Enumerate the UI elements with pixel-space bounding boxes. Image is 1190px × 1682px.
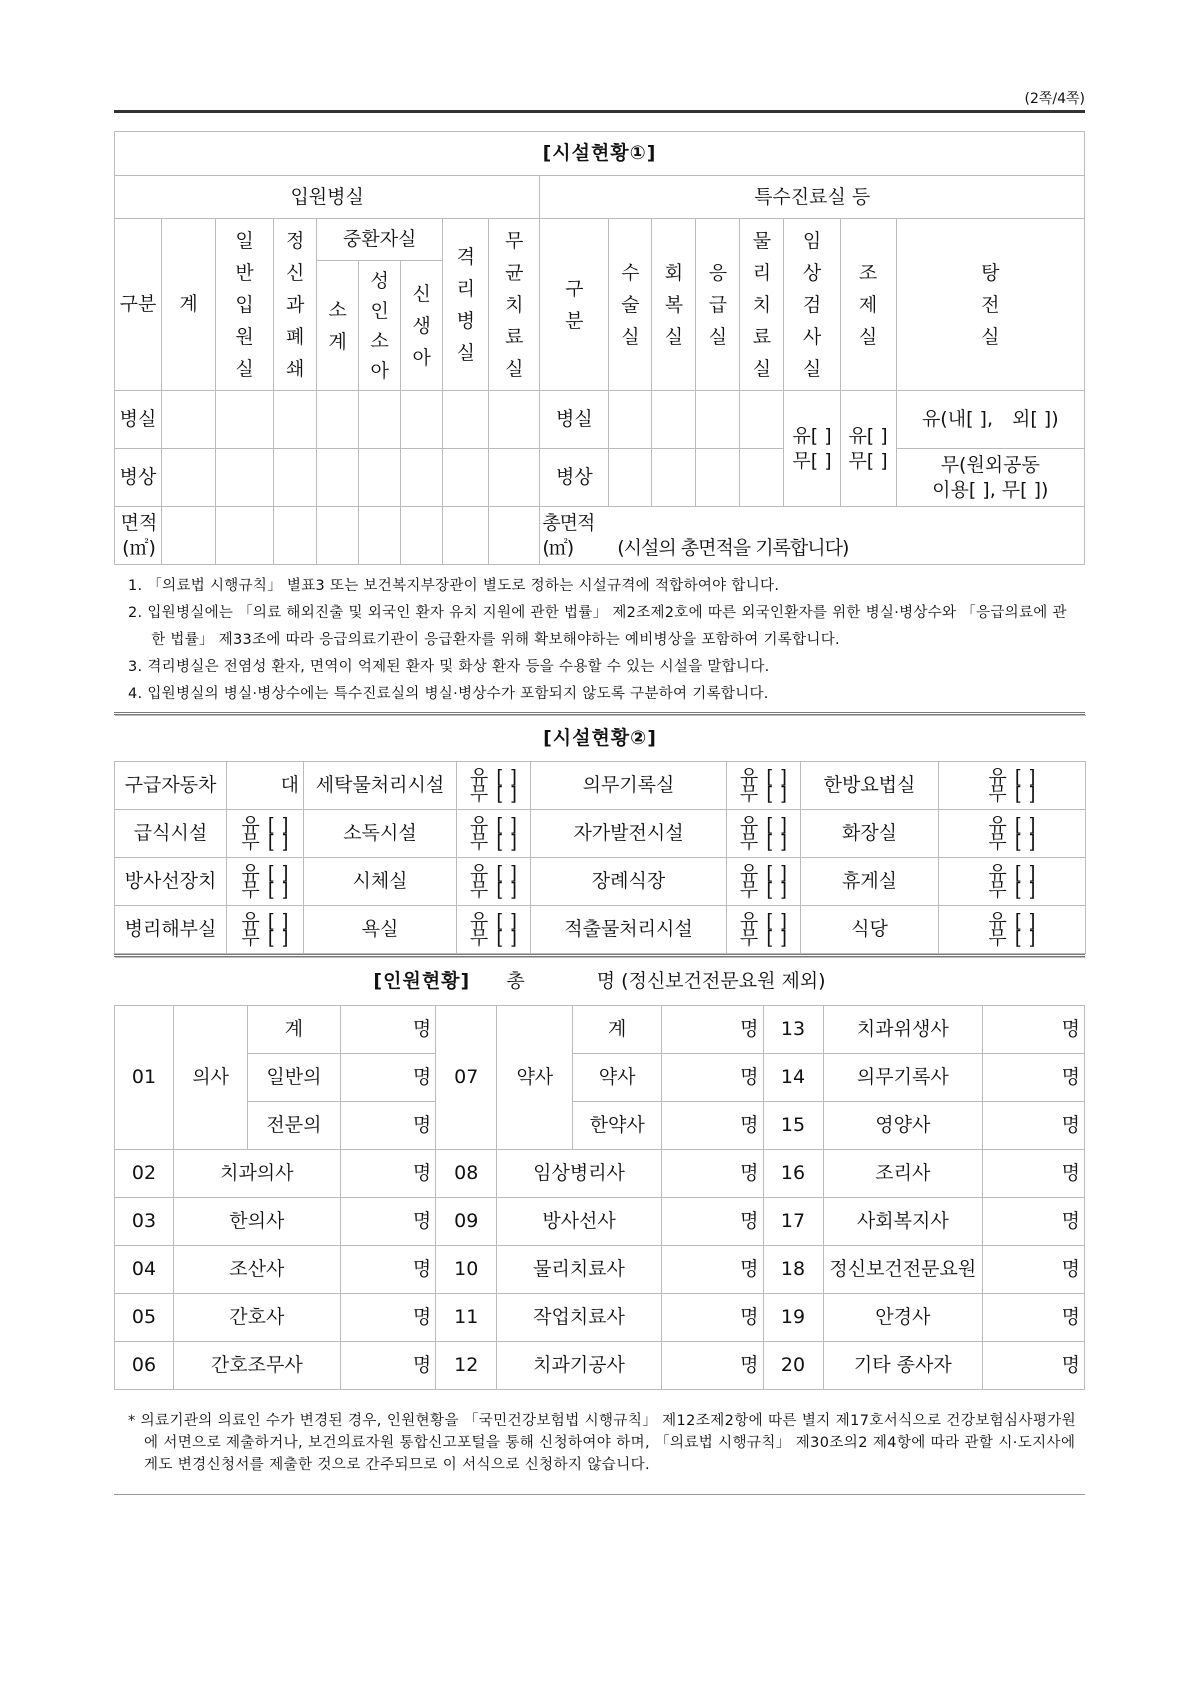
header-isolation: 격리병실 bbox=[456, 245, 475, 364]
note-4: 4. 입원병실의 병실·병상수에는 특수진료실의 병실·병상수가 포함되지 않도록 구분하여 기록합니다. bbox=[128, 686, 769, 702]
header-psych-closed: 정신과폐쇄 bbox=[285, 229, 305, 380]
staff-label: 기타 종사자 bbox=[823, 1342, 983, 1390]
pharmacist-label: 약사 bbox=[497, 1006, 573, 1150]
footnote-text: * 의료기관의 의료인 수가 변경된 경우, 인원현황을 「국민건강보험법 시행규칙」 제12조제2항에 따른 별지 제17호서식으로 건강보험심사평가원에 서면으로 제출하거나, 보건의료자원 통합신고포털을 통해 신청하여야 하며, 「의료법 시행규칙」 제30조의2 제4항에 따라 관할 시·도지사에게도 변경신청서를 제출한 것으로 간주되므로 이 서식으로 신청하지 않습니다. bbox=[128, 1413, 1077, 1473]
pharm-total-label: 계 bbox=[573, 1006, 661, 1054]
laundry-yn[interactable]: 유 무 [ ] [ ] bbox=[457, 762, 531, 810]
beds-icu-newborn[interactable] bbox=[401, 449, 443, 507]
records-officer-count[interactable]: 명 bbox=[983, 1054, 1085, 1102]
staff-count[interactable]: 명 bbox=[983, 1294, 1085, 1342]
header-icu-subtotal: 소계 bbox=[328, 298, 347, 353]
staff-label: 치과기공사 bbox=[497, 1342, 662, 1390]
staff-no: 10 bbox=[436, 1246, 497, 1294]
general-doctor-label: 일반의 bbox=[248, 1054, 341, 1102]
funeral-hall-label: 장례식장 bbox=[531, 858, 727, 906]
special-rooms-label: 특수진료실 등 bbox=[540, 176, 1085, 219]
staff-no: 03 bbox=[115, 1198, 174, 1246]
inpatient-label: 입원병실 bbox=[115, 176, 540, 219]
bottom-rule bbox=[114, 1494, 1085, 1495]
header-total: 계 bbox=[162, 219, 216, 391]
herbal-pharmacist-label: 한약사 bbox=[573, 1102, 661, 1150]
area-general[interactable] bbox=[216, 507, 274, 565]
staff-count[interactable]: 명 bbox=[661, 1342, 763, 1390]
ambulance-count[interactable] bbox=[227, 762, 304, 810]
specialist-count[interactable]: 명 bbox=[340, 1102, 436, 1150]
area-isolation[interactable] bbox=[443, 507, 489, 565]
staff-label: 치과의사 bbox=[173, 1150, 340, 1198]
ambulance-unit: 대 bbox=[280, 774, 299, 796]
row-rooms2-label: 병실 bbox=[540, 391, 609, 449]
rooms-isolation[interactable] bbox=[443, 391, 489, 449]
note-3: 3. 격리병실은 전염성 환자, 면역이 억제된 환자 및 화상 환자 등을 수용할 수 있는 시설을 말합니다. bbox=[128, 659, 770, 675]
disinfection-label: 소독시설 bbox=[304, 810, 457, 858]
area-icu-newborn[interactable] bbox=[401, 507, 443, 565]
staff-count[interactable]: 명 bbox=[983, 1246, 1085, 1294]
total-area-label: 총면적 bbox=[542, 511, 595, 534]
staff-no: 17 bbox=[763, 1198, 823, 1246]
header-surgery: 수술실 bbox=[621, 261, 640, 348]
lounge-yn[interactable]: 유 무 [ ] [ ] bbox=[939, 858, 1086, 906]
pharmacy-yes: 유[ ] bbox=[848, 424, 888, 447]
rooms-recovery[interactable] bbox=[652, 391, 696, 449]
rooms-psych[interactable] bbox=[274, 391, 317, 449]
header-icu-adult-child: 성인소아 bbox=[370, 269, 389, 382]
decoction-no-line1: 무(원외공동 bbox=[940, 453, 1040, 476]
ambulance-label: 구급자동차 bbox=[115, 762, 227, 810]
staff-label: 조산사 bbox=[173, 1246, 340, 1294]
header-general-room: 일반입원실 bbox=[235, 229, 254, 380]
pharmacy-no: 무[ ] bbox=[848, 449, 888, 472]
beds-isolation[interactable] bbox=[443, 449, 489, 507]
pharmacy-yes-no[interactable] bbox=[840, 391, 896, 507]
staff-title: [인원현황] bbox=[373, 970, 471, 992]
beds-icu-adult[interactable] bbox=[359, 449, 401, 507]
area-icu-sub[interactable] bbox=[317, 507, 359, 565]
staff-no: 18 bbox=[763, 1246, 823, 1294]
header-gubun2: 구분 bbox=[565, 277, 584, 332]
decoction-no-line2: 이용[ ], 무[ ]) bbox=[932, 478, 1049, 501]
staff-no-13: 13 bbox=[763, 1006, 823, 1054]
beds-physio[interactable] bbox=[740, 449, 784, 507]
generator-yn[interactable]: 유 무 [ ] [ ] bbox=[727, 810, 801, 858]
row-beds2-label: 병상 bbox=[540, 449, 609, 507]
records-room-yn[interactable]: 유 무 [ ] [ ] bbox=[727, 762, 801, 810]
staff-label: 방사선사 bbox=[497, 1198, 662, 1246]
staff-no: 20 bbox=[763, 1342, 823, 1390]
staff-title-row bbox=[115, 958, 1085, 1006]
staff-count[interactable]: 명 bbox=[340, 1294, 436, 1342]
pathology-yn[interactable]: 유 무 [ ] [ ] bbox=[227, 906, 304, 954]
beds-emergency[interactable] bbox=[696, 449, 740, 507]
staff-label: 정신보건전문요원 bbox=[823, 1246, 983, 1294]
lab-yes-no[interactable] bbox=[784, 391, 840, 507]
form-page bbox=[114, 88, 1085, 1495]
cafeteria-label: 식당 bbox=[801, 906, 939, 954]
rooms-sterile[interactable] bbox=[489, 391, 540, 449]
header-icu: 중환자실 bbox=[317, 219, 443, 261]
staff-count[interactable]: 명 bbox=[661, 1198, 763, 1246]
lab-no: 무[ ] bbox=[792, 449, 832, 472]
header-recovery: 회복실 bbox=[664, 261, 684, 348]
beds-recovery[interactable] bbox=[652, 449, 696, 507]
staff-no: 09 bbox=[436, 1198, 497, 1246]
lounge-label: 휴게실 bbox=[801, 858, 939, 906]
doctor-total-count[interactable]: 명 bbox=[340, 1006, 436, 1054]
waste-yn[interactable]: 유 무 [ ] [ ] bbox=[727, 906, 801, 954]
staff-no: 11 bbox=[436, 1294, 497, 1342]
total-area-unit: (㎡) bbox=[542, 536, 574, 559]
cafeteria-yn[interactable]: 유 무 [ ] [ ] bbox=[939, 906, 1086, 954]
header-lab: 임상검사실 bbox=[802, 229, 822, 380]
staff-count[interactable]: 명 bbox=[661, 1150, 763, 1198]
beds-sterile[interactable] bbox=[489, 449, 540, 507]
bathroom-yn[interactable]: 유 무 [ ] [ ] bbox=[457, 906, 531, 954]
facility2-table bbox=[114, 715, 1086, 954]
beds-surgery[interactable] bbox=[609, 449, 652, 507]
doctor-total-label: 계 bbox=[248, 1006, 341, 1054]
dental-hygienist-count[interactable]: 명 bbox=[983, 1006, 1085, 1054]
staff-no-14: 14 bbox=[763, 1054, 823, 1102]
staff-no: 08 bbox=[436, 1150, 497, 1198]
general-doctor-count[interactable]: 명 bbox=[340, 1054, 436, 1102]
morgue-yn[interactable]: 유 무 [ ] [ ] bbox=[457, 858, 531, 906]
pathology-label: 병리해부실 bbox=[115, 906, 227, 954]
radiation-label: 방사선장치 bbox=[115, 858, 227, 906]
doctor-label: 의사 bbox=[173, 1006, 247, 1150]
header-decoction: 탕전실 bbox=[981, 261, 1000, 348]
staff-count[interactable]: 명 bbox=[340, 1246, 436, 1294]
note-2: 2. 입원병실에는 「의료 해외진출 및 외국인 환자 유치 지원에 관한 법률」 제2조제2호에 따른 외국인환자를 위한 병실·병상수와 「응급의료에 관한 법률」 제33조에 따라 응급의료기관이 응급환자를 위해 확보해야하는 예비병상을 포함하여 기록합니다. bbox=[128, 605, 1067, 648]
header-sterile: 무균치료실 bbox=[505, 229, 524, 380]
staff-table bbox=[114, 957, 1085, 1390]
notes bbox=[128, 573, 1079, 708]
staff-label: 조리사 bbox=[823, 1150, 983, 1198]
specialist-label: 전문의 bbox=[248, 1102, 341, 1150]
pharmacist-sub-count[interactable]: 명 bbox=[661, 1054, 763, 1102]
records-room-label: 의무기록실 bbox=[531, 762, 727, 810]
staff-no: 19 bbox=[763, 1294, 823, 1342]
row-area-unit: (㎡) bbox=[122, 536, 156, 559]
beds-total[interactable] bbox=[162, 449, 216, 507]
staff-exclusion: (정신보건전문요원 제외) bbox=[621, 970, 826, 992]
pharmacist-sub-label: 약사 bbox=[573, 1054, 661, 1102]
rooms-icu-sub[interactable] bbox=[317, 391, 359, 449]
doctor-no: 01 bbox=[115, 1006, 174, 1150]
beds-general[interactable] bbox=[216, 449, 274, 507]
bathroom-label: 욕실 bbox=[304, 906, 457, 954]
top-rule bbox=[114, 110, 1085, 113]
decoction-yes[interactable]: 유(내[ ], 외[ ]) bbox=[896, 391, 1084, 449]
staff-no: 02 bbox=[115, 1150, 174, 1198]
radiation-yn[interactable]: 유 무 [ ] [ ] bbox=[227, 858, 304, 906]
facility1-title: [시설현황①] bbox=[115, 132, 1085, 176]
total-area-note: (시설의 총면적을 기록합니다) bbox=[617, 536, 849, 559]
dental-hygienist-label: 치과위생사 bbox=[823, 1006, 983, 1054]
staff-count[interactable]: 명 bbox=[661, 1246, 763, 1294]
header-physio: 물리치료실 bbox=[752, 229, 772, 380]
staff-no: 04 bbox=[115, 1246, 174, 1294]
morgue-label: 시체실 bbox=[304, 858, 457, 906]
staff-total-label: 총 bbox=[506, 970, 525, 992]
rooms-icu-newborn[interactable] bbox=[401, 391, 443, 449]
staff-no-15: 15 bbox=[763, 1102, 823, 1150]
staff-label: 사회복지사 bbox=[823, 1198, 983, 1246]
rooms-total[interactable] bbox=[162, 391, 216, 449]
staff-label: 작업치료사 bbox=[497, 1294, 662, 1342]
row-area-label: 면적 bbox=[120, 511, 158, 534]
beds-icu-sub[interactable] bbox=[317, 449, 359, 507]
staff-no: 06 bbox=[115, 1342, 174, 1390]
catering-label: 급식시설 bbox=[115, 810, 227, 858]
staff-label: 간호사 bbox=[173, 1294, 340, 1342]
staff-label: 물리치료사 bbox=[497, 1246, 662, 1294]
dietitian-count[interactable]: 명 bbox=[983, 1102, 1085, 1150]
oriental-therapy-yn[interactable]: 유 무 [ ] [ ] bbox=[939, 762, 1086, 810]
rooms-physio[interactable] bbox=[740, 391, 784, 449]
staff-no: 05 bbox=[115, 1294, 174, 1342]
area-sterile[interactable] bbox=[489, 507, 540, 565]
waste-label: 적출물처리시설 bbox=[531, 906, 727, 954]
staff-no: 12 bbox=[436, 1342, 497, 1390]
records-officer-label: 의무기록사 bbox=[823, 1054, 983, 1102]
row-beds-label: 병상 bbox=[115, 449, 162, 507]
total-area-cell[interactable] bbox=[540, 507, 1085, 565]
staff-count[interactable]: 명 bbox=[340, 1198, 436, 1246]
staff-count[interactable]: 명 bbox=[983, 1150, 1085, 1198]
decoction-no[interactable] bbox=[896, 449, 1084, 507]
area-total[interactable] bbox=[162, 507, 216, 565]
pharmacist-no: 07 bbox=[436, 1006, 497, 1150]
footnote bbox=[128, 1410, 1079, 1476]
area-psych[interactable] bbox=[274, 507, 317, 565]
rooms-surgery[interactable] bbox=[609, 391, 652, 449]
header-gubun: 구분 bbox=[115, 219, 162, 391]
herbal-pharmacist-count[interactable]: 명 bbox=[661, 1102, 763, 1150]
restroom-yn[interactable]: 유 무 [ ] [ ] bbox=[939, 810, 1086, 858]
facility2-title: [시설현황②] bbox=[115, 716, 1086, 762]
funeral-hall-yn[interactable]: 유 무 [ ] [ ] bbox=[727, 858, 801, 906]
row-rooms-label: 병실 bbox=[115, 391, 162, 449]
header-pharmacy: 조제실 bbox=[858, 261, 878, 348]
staff-no: 16 bbox=[763, 1150, 823, 1198]
area-icu-adult[interactable] bbox=[359, 507, 401, 565]
staff-count[interactable]: 명 bbox=[661, 1294, 763, 1342]
header-emergency: 응급실 bbox=[708, 261, 728, 348]
staff-count[interactable]: 명 bbox=[983, 1342, 1085, 1390]
header-icu-newborn: 신생아 bbox=[412, 282, 431, 369]
oriental-therapy-label: 한방요법실 bbox=[801, 762, 939, 810]
staff-label: 안경사 bbox=[823, 1294, 983, 1342]
lab-yes: 유[ ] bbox=[792, 424, 832, 447]
disinfection-yn[interactable]: 유 무 [ ] [ ] bbox=[457, 810, 531, 858]
dietitian-label: 영양사 bbox=[823, 1102, 983, 1150]
rooms-general[interactable] bbox=[216, 391, 274, 449]
note-1: 1. 「의료법 시행규칙」 별표3 또는 보건복지부장관이 별도로 정하는 시설규격에 적합하여야 합니다. bbox=[128, 578, 780, 594]
staff-count[interactable]: 명 bbox=[983, 1198, 1085, 1246]
laundry-label: 세탁물처리시설 bbox=[304, 762, 457, 810]
rooms-emergency[interactable] bbox=[696, 391, 740, 449]
catering-yn[interactable]: 유 무 [ ] [ ] bbox=[227, 810, 304, 858]
beds-psych[interactable] bbox=[274, 449, 317, 507]
staff-count[interactable]: 명 bbox=[340, 1150, 436, 1198]
page-number: (2쪽/4쪽) bbox=[1024, 91, 1085, 107]
staff-label: 한의사 bbox=[173, 1198, 340, 1246]
staff-total-unit: 명 bbox=[596, 970, 616, 992]
pharm-total-count[interactable]: 명 bbox=[661, 1006, 763, 1054]
rooms-icu-adult[interactable] bbox=[359, 391, 401, 449]
facility1-table bbox=[114, 131, 1085, 565]
generator-label: 자가발전시설 bbox=[531, 810, 727, 858]
staff-count[interactable]: 명 bbox=[340, 1342, 436, 1390]
staff-label: 간호조무사 bbox=[173, 1342, 340, 1390]
staff-label: 임상병리사 bbox=[497, 1150, 662, 1198]
restroom-label: 화장실 bbox=[801, 810, 939, 858]
